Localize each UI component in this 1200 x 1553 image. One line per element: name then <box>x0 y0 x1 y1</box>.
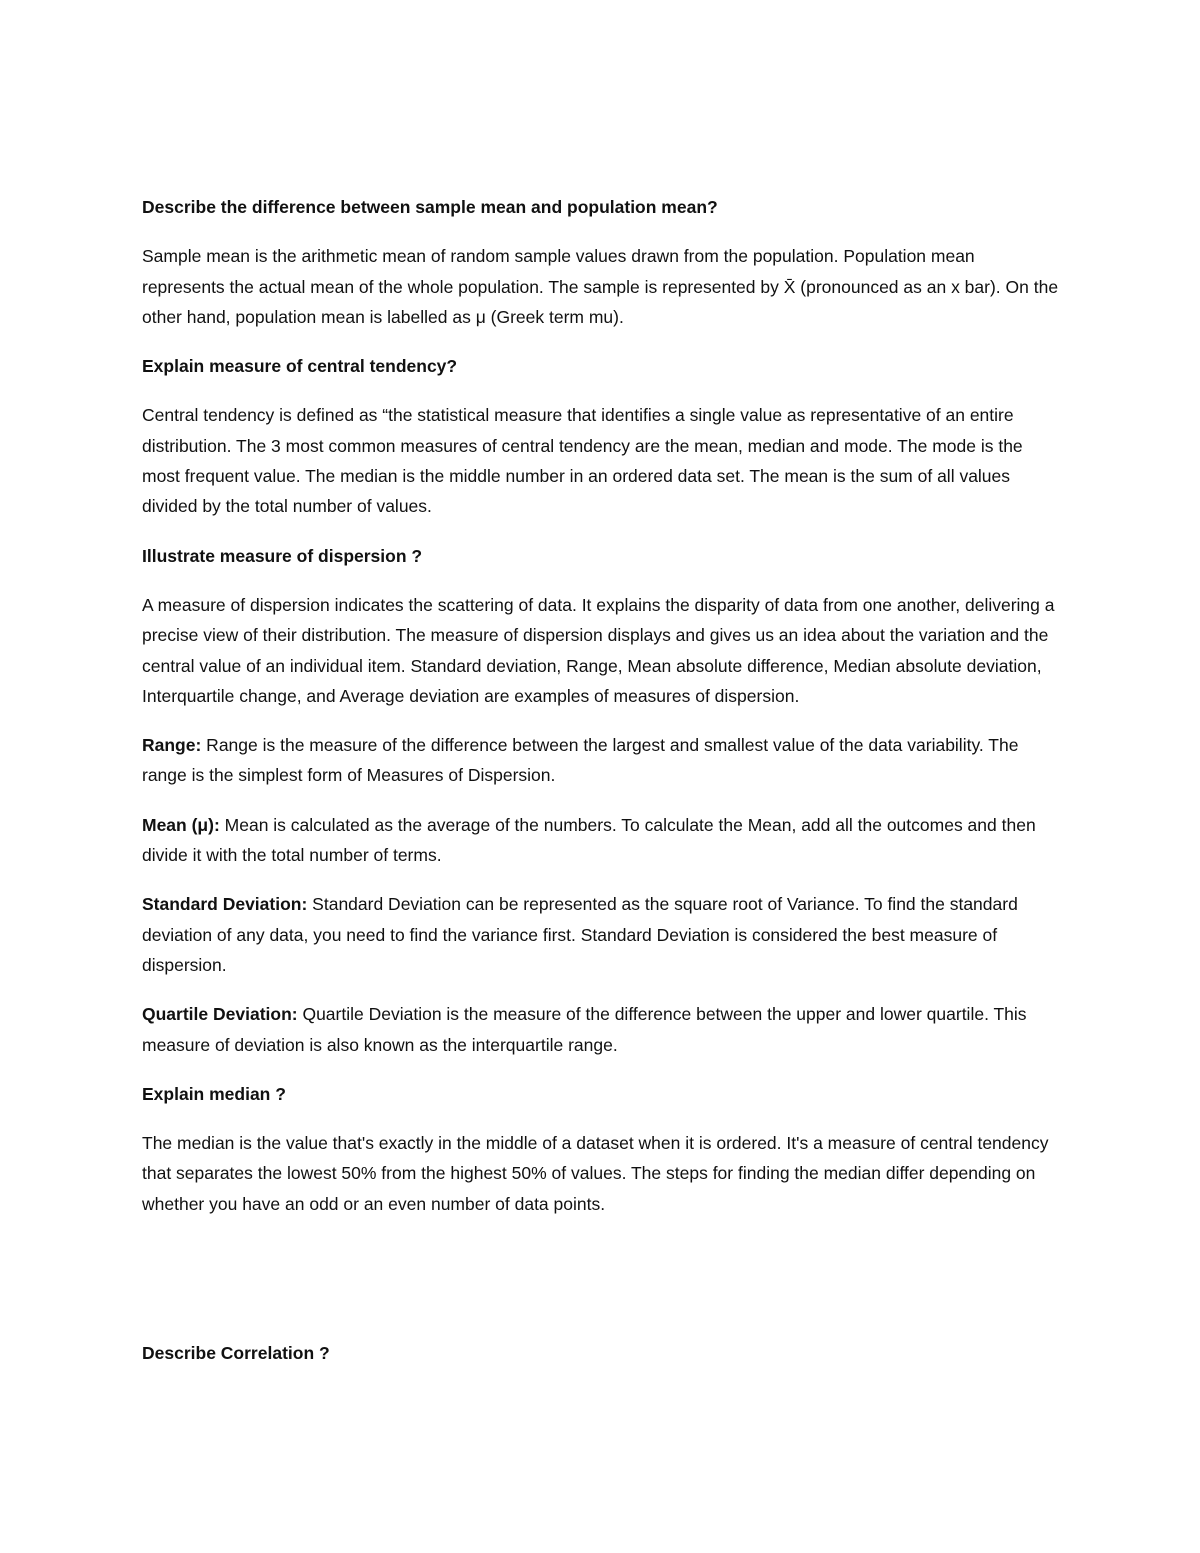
definition-quartile-deviation <box>142 999 1062 1060</box>
answer-paragraph: Sample mean is the arithmetic mean of random sample values drawn from the population. Population mean represents the actual mean of the whole population. The sample is represented by X̄ (pronounced as an x bar). On the other hand, population mean is labelled as μ (Greek term mu). <box>142 246 1059 327</box>
definition-text: Standard Deviation can be represented as the square root of Variance. To find the standard deviation of any data, you need to find the variance first. Standard Deviation is considered the best measure of dispersion. <box>142 894 1018 975</box>
definition-term: Quartile Deviation: <box>142 1004 298 1025</box>
definition-term: Standard Deviation: <box>142 894 308 915</box>
definition-term: Range: <box>142 735 202 756</box>
definition-term: Mean (μ): <box>142 814 220 835</box>
answer-paragraph: A measure of dispersion indicates the scattering of data. It explains the disparity of data from one another, delivering a precise view of their distribution. The measure of dispersion displays and gives us an idea about the variation and the central value of an individual item. Standard deviation, Range, Mean absolute difference, Median absolute deviation, Interquartile change, and Average deviation are examples of measures of dispersion. <box>142 594 1055 706</box>
definition-standard-deviation <box>142 889 1062 980</box>
question-heading: Illustrate measure of dispersion ? <box>142 545 423 566</box>
answer-paragraph: The median is the value that's exactly in the middle of a dataset when it is ordered. It's a measure of central tendency that separates the lowest 50% from the highest 50% of values. The steps for finding the median differ depending on whether you have an odd or an even number of data points. <box>142 1133 1049 1214</box>
question-heading: Describe the difference between sample mean and population mean? <box>142 197 718 217</box>
definition-range <box>142 730 1062 791</box>
answer-paragraph: Central tendency is defined as “the statistical measure that identifies a single value as representative of an entire distribution. The 3 most common measures of central tendency are the mean, median and mode. The mode is the most frequent value. The median is the middle number in an ordered data set. The mean is the sum of all values divided by the total number of values. <box>142 405 1023 517</box>
definition-text: Quartile Deviation is the measure of the difference between the upper and lower quartile. This measure of deviation is also known as the interquartile range. <box>142 1004 1027 1055</box>
definition-text: Mean is calculated as the average of the numbers. To calculate the Mean, add all the outcomes and then divide it with the total number of terms. <box>142 814 1036 866</box>
blank-space <box>142 1238 1062 1338</box>
question-heading: Explain measure of central tendency? <box>142 356 458 377</box>
document-body <box>142 192 1062 1387</box>
definition-mean <box>142 810 1062 871</box>
question-heading: Explain median ? <box>142 1083 286 1104</box>
question-heading: Describe Correlation ? <box>142 1343 330 1364</box>
definition-text: Range is the measure of the difference between the largest and smallest value of the data variability. The range is the simplest form of Measures of Dispersion. <box>142 735 1019 786</box>
